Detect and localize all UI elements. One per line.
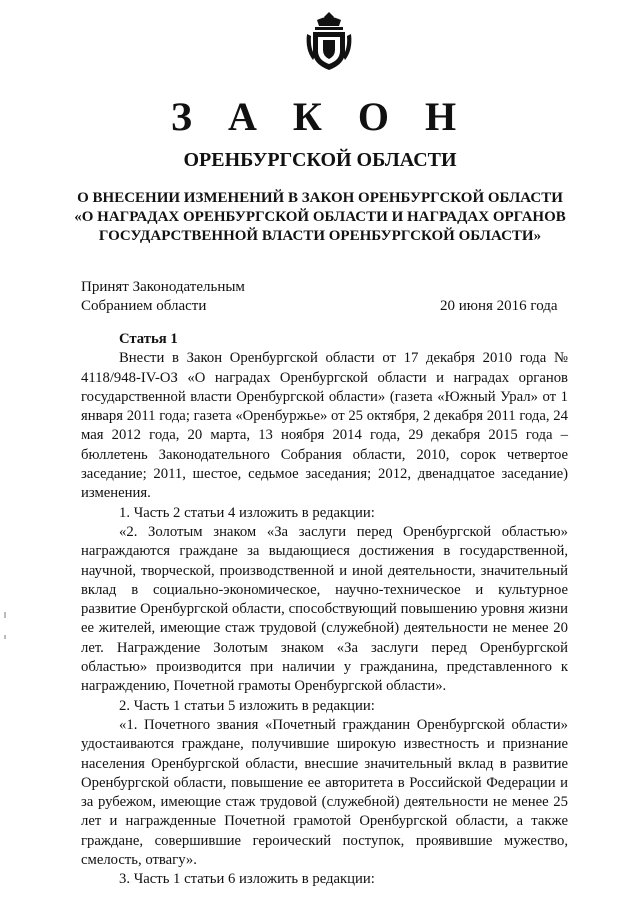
subtitle-line: «О НАГРАДАХ ОРЕНБУРГСКОЙ ОБЛАСТИ И НАГРАДАХ ОРГАНОВ — [74, 209, 566, 225]
adoption-line: Принят Законодательным — [81, 279, 245, 295]
adoption-line: Собранием области — [81, 298, 207, 314]
article-paragraph: «2. Золотым знаком «За заслуги перед Оренбургской областью» награждаются граждане за выдающиеся достижения в государственной, научной, творческой, производственной и иной деятельности, значительный вклад в социально-экономическое, научно-техническое и культурное развитие Оренбургской области, способствующий повышению уровня жизни ее жителей, имеющие стаж трудовой (служебной) деятельности не менее 20 лет. Награждение Золотым знаком «За заслуги перед Оренбургской областью» производится при наличии у гражданина, представленного к награждению, Почетной грамоты Оренбургской области». — [81, 523, 568, 695]
article-body — [81, 330, 568, 890]
coat-of-arms-emblem — [303, 10, 355, 72]
law-title: З А К О Н — [170, 94, 470, 139]
article-heading: Статья 1 — [119, 331, 178, 347]
scan-mark — [4, 612, 6, 618]
subtitle-line: ГОСУДАРСТВЕННОЙ ВЛАСТИ ОРЕНБУРГСКОЙ ОБЛАСТИ» — [98, 228, 542, 244]
article-paragraph: Внести в Закон Оренбургской области от 17 декабря 2010 года № 4118/948-IV-ОЗ «О наградах Оренбургской области и наградах органов государственной власти Оренбургской области» (газета «Южный Урал» от 1 января 2011 года; газета «Оренбуржье» от 25 октября, 2 декабря 2011 года, 24 мая 2012 года, 20 марта, 13 ноября 2014 года, 29 декабря 2015 года – бюллетень Законодательного Собрания области, 2010, сорок четвертое заседание; 2011, шестое, седьмое заседания; 2012, двенадцатое заседание) изменения. — [81, 350, 568, 502]
article-paragraph: 3. Часть 1 статьи 6 изложить в редакции: — [119, 871, 375, 888]
article-paragraph: 1. Часть 2 статьи 4 изложить в редакции: — [119, 504, 375, 521]
article-paragraph: 2. Часть 1 статьи 5 изложить в редакции: — [119, 697, 375, 714]
scan-mark — [4, 635, 6, 639]
adoption-date: 20 июня 2016 года — [440, 298, 558, 314]
region-title: ОРЕНБУРГСКОЙ ОБЛАСТИ — [183, 149, 457, 171]
adoption-note — [81, 278, 245, 316]
article-paragraph: «1. Почетного звания «Почетный гражданин Оренбургской области» удостаиваются граждане, получившие широкую известность и признание населения Оренбургской области, внесшие значительный вклад в развитие Оренбургской области, повышение ее авторитета в Российской Федерации и за рубежом, имеющие стаж трудовой (служебной) деятельности не менее 25 лет и награжденные Почетной грамотой Оренбургской области, а также граждане, совершившие героический поступок, проявившие мужество, смелость, отвагу». — [81, 716, 568, 869]
subtitle-line: О ВНЕСЕНИИ ИЗМЕНЕНИЙ В ЗАКОН ОРЕНБУРГСКОЙ ОБЛАСТИ — [77, 190, 563, 206]
law-subtitle — [60, 189, 580, 246]
